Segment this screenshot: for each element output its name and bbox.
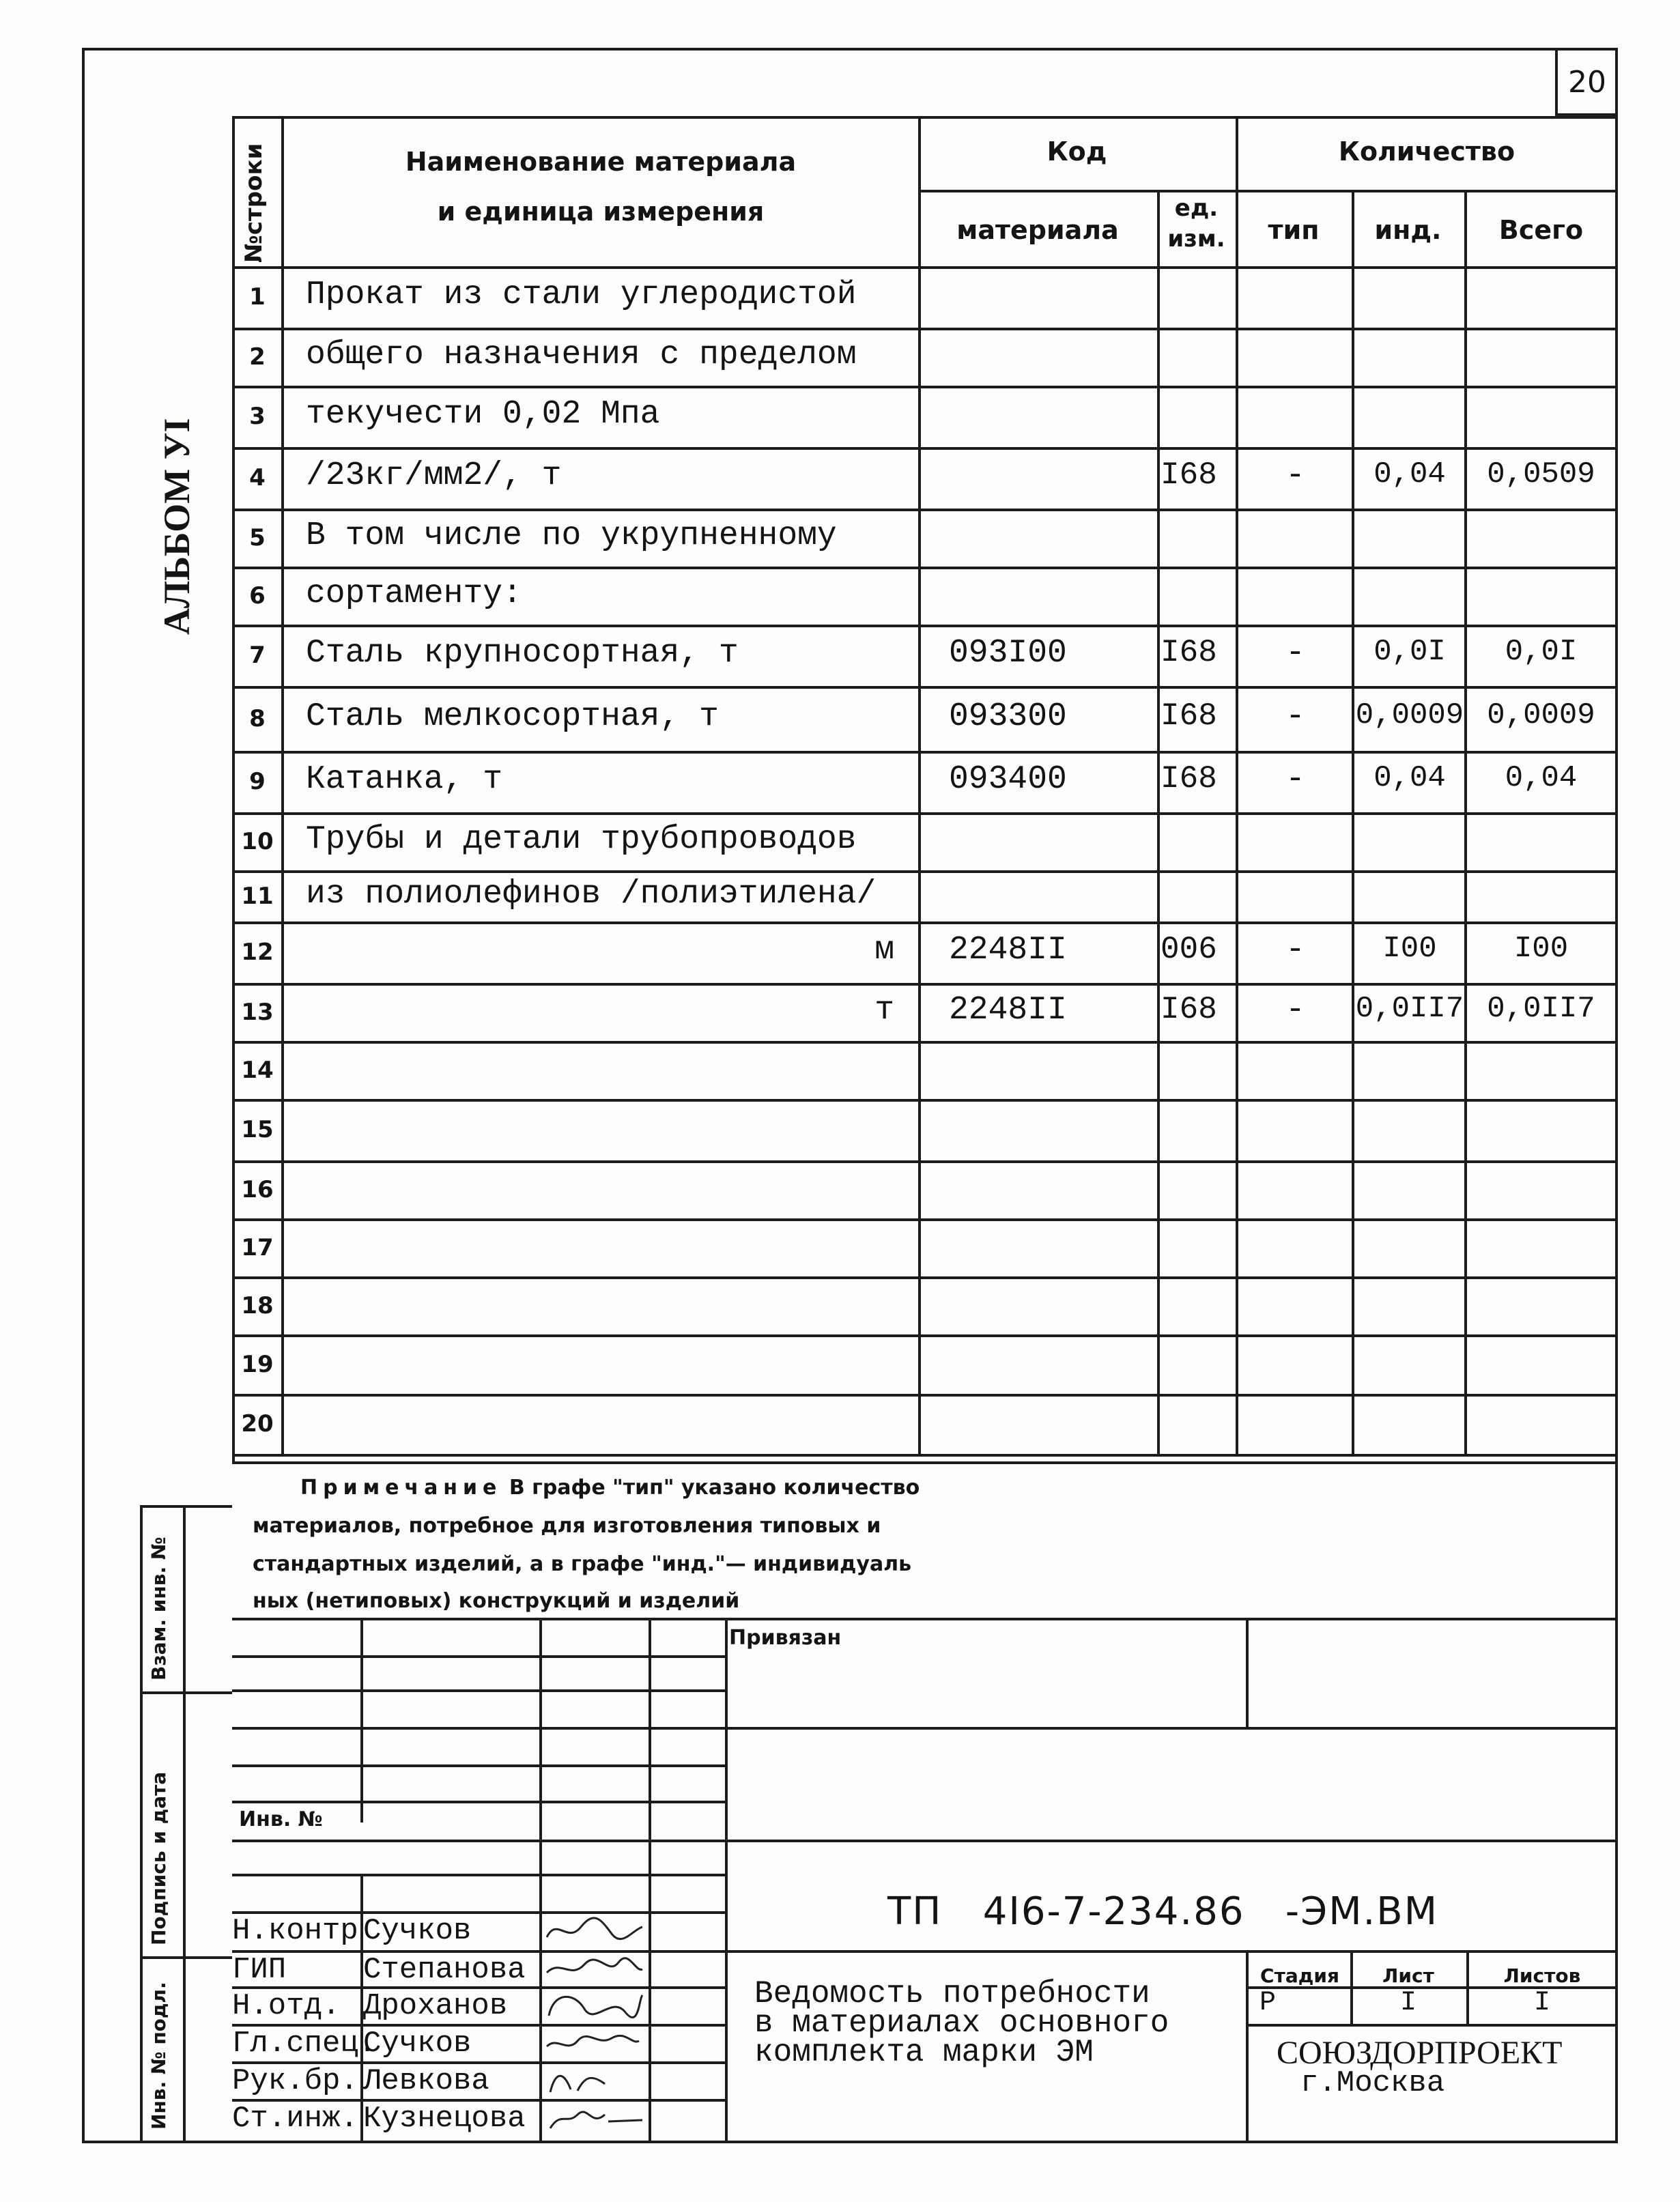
page-number: 20	[1568, 65, 1606, 100]
left-strip-sep1	[140, 1691, 232, 1694]
stage-label: Стадия	[1260, 1964, 1339, 1987]
row-line	[232, 921, 1618, 924]
row-line	[232, 1334, 1618, 1337]
header-unit-1: ед.	[1174, 195, 1219, 222]
header-row-no: №строки	[240, 143, 268, 263]
sheet-label: Лист	[1382, 1964, 1434, 1987]
row-number: 11	[241, 882, 274, 910]
note-line1	[300, 1476, 920, 1500]
header-unit-2: изм.	[1167, 225, 1225, 253]
left-strip-outer	[140, 1505, 143, 2143]
column-line	[918, 116, 921, 1454]
row-number: 8	[249, 704, 266, 732]
stamp-privyazan: Привязан	[729, 1626, 842, 1650]
stamp-col-4	[725, 1618, 728, 2143]
row-total: 0,0509	[1487, 457, 1595, 491]
row-total: 0,0009	[1487, 698, 1595, 732]
stamp-line-stage-value	[1246, 2024, 1618, 2027]
row-ind: 0,0II7	[1355, 991, 1464, 1026]
header-total: Всего	[1498, 215, 1584, 245]
row-unit: I68	[1161, 635, 1217, 670]
row-type: -	[1285, 761, 1305, 798]
column-line	[1157, 190, 1160, 1454]
row-number: 16	[241, 1175, 274, 1203]
signature-role: Ст.инж.	[232, 2102, 358, 2136]
row-number: 4	[249, 464, 266, 491]
header-material: материала	[956, 215, 1119, 245]
row-total: 0,0II7	[1487, 991, 1595, 1026]
stamp-line-privyazan	[725, 1727, 1618, 1730]
side-inv-podl: Инв. № подл.	[147, 1982, 170, 2130]
row-number: 1	[249, 283, 266, 311]
handwritten-signature	[543, 2101, 646, 2135]
left-strip-top	[140, 1505, 232, 1508]
row-number: 12	[241, 939, 274, 966]
row-unit: 006	[1161, 932, 1217, 967]
row-unit: I68	[1161, 761, 1217, 797]
row-name: м	[874, 932, 894, 969]
row-name: В том числе по укрупненному	[306, 517, 837, 554]
row-number: 14	[241, 1056, 274, 1084]
row-name: общего назначения с пределом	[306, 336, 857, 373]
sheet-value: I	[1399, 1988, 1416, 2018]
row-ind: I00	[1382, 932, 1437, 966]
stamp-col-3	[649, 1618, 651, 2143]
row-number: 20	[241, 1410, 274, 1438]
row-name: т	[874, 991, 894, 1029]
signature-role: Н.контр	[232, 1914, 358, 1948]
row-line	[232, 1218, 1618, 1221]
signature-name: Левкова	[363, 2064, 489, 2098]
row-number: 10	[241, 827, 274, 855]
header-bottom-line	[232, 266, 1618, 269]
row-type: -	[1285, 991, 1305, 1029]
column-line	[1352, 190, 1354, 1454]
row-code: 093300	[949, 698, 1067, 735]
note-lead: Примечание	[300, 1476, 502, 1500]
doc-code: ТП 4І6-7-234.86 -ЭМ.ВМ	[887, 1889, 1439, 1934]
row-code: 2248II	[949, 932, 1067, 969]
org-line1: СОЮЗДОРПРОЕКТ	[1277, 2035, 1563, 2071]
sheets-label: Листов	[1503, 1964, 1581, 1987]
row-line	[232, 625, 1618, 627]
row-name: Сталь мелкосортная, т	[306, 698, 719, 735]
stamp-top	[232, 1618, 1618, 1620]
row-line	[232, 567, 1618, 569]
note-rest: В графе "тип" указано количество	[502, 1476, 920, 1500]
row-number: 2	[249, 343, 266, 371]
row-type: -	[1285, 457, 1305, 494]
header-name-line1: Наименование материала	[405, 147, 797, 177]
row-name: Трубы и детали трубопроводов	[306, 820, 857, 858]
row-number: 7	[249, 642, 266, 669]
row-number: 3	[249, 403, 266, 430]
row-type: -	[1285, 635, 1305, 672]
row-number: 5	[249, 524, 266, 552]
row-type: -	[1285, 698, 1305, 735]
row-total: I00	[1513, 932, 1569, 966]
stage-value: Р	[1259, 1988, 1277, 2018]
header-code: Код	[1047, 137, 1107, 167]
row-number: 13	[241, 998, 274, 1026]
album-label: АЛЬБОМ УІ	[156, 418, 197, 635]
org-line2: г.Москва	[1300, 2066, 1445, 2100]
stamp-title-1: Ведомость потребности	[754, 1976, 1150, 2012]
row-line	[232, 686, 1618, 689]
stamp-col-1	[360, 1618, 363, 1822]
row-line	[232, 1099, 1618, 1102]
row-line	[232, 1276, 1618, 1279]
stamp-title-2: в материалах основного	[754, 2005, 1169, 2041]
side-vzam-inv: Взам. инв. №	[147, 1536, 170, 1681]
stamp-title-3: комплекта марки ЭМ	[754, 2035, 1094, 2070]
note-line2: материалов, потребное для изготовления типовых и	[253, 1514, 881, 1538]
header-split-line	[918, 190, 1618, 192]
row-ind: 0,04	[1373, 761, 1446, 795]
signature-role: ГИП	[232, 1953, 287, 1987]
row-name: текучести 0,02 Мпа	[306, 396, 660, 433]
row-line	[232, 1454, 1618, 1457]
row-line	[232, 751, 1618, 754]
row-name: Сталь крупносортная, т	[306, 635, 739, 672]
signature-name: Кузнецова	[363, 2102, 526, 2136]
column-line	[1236, 116, 1238, 1454]
handwritten-signature	[543, 2026, 646, 2060]
note-line3: стандартных изделий, а в графе "инд."— индивидуаль	[253, 1552, 912, 1576]
signature-role: Гл.спец.	[232, 2027, 377, 2061]
row-line	[232, 447, 1618, 450]
stamp-line-code-bottom	[725, 1950, 1618, 1953]
row-total: 0,04	[1505, 761, 1578, 795]
row-ind: 0,0009	[1355, 698, 1464, 732]
column-line	[1464, 190, 1467, 1454]
stamp-line-code-top	[725, 1840, 1618, 1842]
signature-role: Н.отд.	[232, 1989, 341, 2023]
row-ind: 0,04	[1373, 457, 1446, 491]
row-unit: I68	[1161, 457, 1217, 493]
row-type: -	[1285, 932, 1305, 969]
note-line4: ных (нетиповых) конструкций и изделий	[253, 1589, 740, 1613]
stamp-col-stage	[1246, 1950, 1249, 2143]
stamp-col-privyazan	[1246, 1618, 1249, 1727]
row-line	[232, 328, 1618, 330]
row-line	[232, 870, 1618, 873]
row-line	[232, 1041, 1618, 1044]
left-strip-sep2	[140, 1956, 232, 1959]
signature-name: Дроханов	[363, 1989, 508, 2023]
row-code: 093400	[949, 761, 1067, 798]
row-number: 6	[249, 582, 266, 610]
side-signature-date: Подпись и дата	[147, 1771, 170, 1945]
row-total: 0,0I	[1505, 635, 1578, 669]
left-strip-inner	[183, 1505, 186, 2143]
row-ind: 0,0I	[1373, 635, 1446, 669]
signature-role: Рук.бр.	[232, 2064, 358, 2098]
handwritten-signature	[543, 1988, 646, 2022]
row-unit: I68	[1161, 991, 1217, 1027]
handwritten-signature	[543, 1913, 646, 1947]
row-name: сортаменту:	[306, 575, 522, 612]
row-number: 15	[241, 1116, 274, 1143]
stamp-inv-no: Инв. №	[239, 1807, 323, 1831]
sheets-value: I	[1533, 1988, 1550, 2018]
row-number: 18	[241, 1291, 274, 1319]
handwritten-signature	[543, 1952, 646, 1986]
row-name: Прокат из стали углеродистой	[306, 276, 857, 313]
row-number: 9	[249, 768, 266, 795]
column-line	[281, 116, 284, 1454]
row-name: из полиолефинов /полиэтилена/	[306, 875, 877, 913]
row-code: 2248II	[949, 991, 1067, 1029]
signature-name: Сучков	[363, 2027, 472, 2061]
row-name: /23кг/мм2/, т	[306, 457, 562, 494]
handwritten-signature	[543, 2063, 646, 2098]
signature-name: Сучков	[363, 1914, 472, 1948]
row-line	[232, 812, 1618, 815]
row-line	[232, 1160, 1618, 1163]
row-line	[232, 386, 1618, 388]
row-line	[232, 983, 1618, 986]
row-line	[232, 1394, 1618, 1397]
row-code: 093I00	[949, 635, 1067, 672]
row-line	[232, 509, 1618, 511]
row-unit: I68	[1161, 698, 1217, 734]
header-ind: инд.	[1374, 215, 1442, 245]
header-type: тип	[1268, 215, 1320, 245]
stamp-col-2	[539, 1618, 542, 2143]
header-name-line2: и единица измерения	[437, 197, 765, 227]
signature-name: Степанова	[363, 1953, 526, 1987]
header-qty: Количество	[1338, 137, 1515, 167]
row-name: Катанка, т	[306, 761, 503, 798]
row-number: 17	[241, 1233, 274, 1261]
row-number: 19	[241, 1350, 274, 1378]
